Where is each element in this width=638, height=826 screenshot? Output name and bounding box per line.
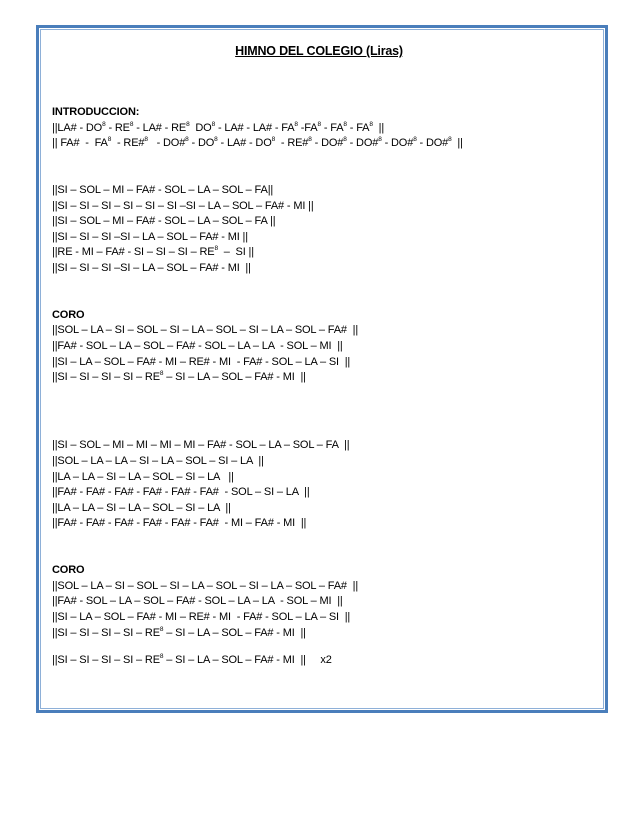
note-line: ||SI – SI – SI –SI – LA – SOL – FA# - MI || <box>52 230 248 243</box>
note-line: ||LA – LA – SI – LA – SOL – SI – LA || <box>52 501 231 514</box>
note-line: ||LA# - $DO^8 - RE^8$ - LA# - $RE^8$ $DO^8$ - LA# - LA# - $FA^8$ $-FA^8 - FA^8 - FA^8$ || <box>52 120 385 134</box>
note-line: ||SI – SI – SI –SI – LA – SOL – FA# - MI || <box>52 261 251 274</box>
note-line: ||LA – LA – SI – LA – SOL – SI – LA || <box>52 470 234 483</box>
note-line: ||SI – SI – SI – SI – $RE^8$ – SI – LA – SOL – FA# - MI || <box>52 625 306 639</box>
note-line: ||FA# - FA# - FA# - FA# - FA# - FA# - MI – FA# - MI || <box>52 517 307 530</box>
note-line: || FA# - $FA^8$ - RE#$^8$ - DO#$^8$ - $DO^8$ - LA# - $DO^8$ - RE#$^8$ - DO#$^8$ - DO#$^8$ - DO#$^8$ - DO#$^8$ || <box>52 136 463 150</box>
note-line: ||SOL – LA – SI – SOL – SI – LA – SOL – SI – LA – SOL – FA# || <box>52 324 359 337</box>
document-title: HIMNO DEL COLEGIO (Liras) <box>235 44 403 58</box>
note-line: ||FA# - SOL – LA – SOL – FA# - SOL – LA – LA - SOL – MI || <box>52 595 343 608</box>
section-heading-introduccion: INTRODUCCION: <box>52 106 140 118</box>
lyrics-body <box>52 105 592 669</box>
note-line-repeat: ||SI – SI – SI – SI – $RE^8$ – SI – LA – SOL – FA# - MI || x2 <box>52 653 332 667</box>
note-line: ||SOL – LA – SI – SOL – SI – LA – SOL – SI – LA – SOL – FA# || <box>52 579 359 592</box>
note-line: ||SI – LA – SOL – FA# - MI – RE# - MI - FA# - SOL – LA – SI || <box>52 355 351 368</box>
spacer <box>52 386 592 417</box>
note-line: ||RE - MI – FA# - SI – SI – SI – $RE^8$ – SI || <box>52 245 254 259</box>
note-line: ||SI – LA – SOL – FA# - MI – RE# - MI - FA# - SOL – LA – SI || <box>52 611 351 623</box>
note-line: ||SI – SI – SI – SI – $RE^8$ – SI – LA – SOL – FA# - MI || <box>52 370 306 384</box>
note-line: ||SOL – LA – LA – SI – LA – SOL – SI – LA || <box>52 455 264 468</box>
note-line: ||SI – SOL – MI – FA# - SOL – LA – SOL – FA|| <box>52 183 274 196</box>
section-heading-coro: CORO <box>52 308 85 321</box>
note-line: ||FA# - SOL – LA – SOL – FA# - SOL – LA – LA - SOL – MI || <box>52 339 343 352</box>
spacer <box>52 277 592 308</box>
spacer <box>52 152 592 183</box>
section-heading-coro: CORO <box>52 564 85 577</box>
spacer <box>52 417 592 433</box>
note-line: ||FA# - FA# - FA# - FA# - FA# - FA# - SOL – SI – LA || <box>52 486 310 499</box>
note-line: ||SI – SOL – MI – MI – MI – MI – FA# - SOL – LA – SOL – FA || <box>52 439 350 452</box>
note-line: ||SI – SI – SI – SI – SI – SI –SI – LA – SOL – FA# - MI || <box>52 199 314 212</box>
spacer <box>52 532 592 563</box>
note-line: ||SI – SOL – MI – FA# - SOL – LA – SOL – FA || <box>52 215 276 228</box>
